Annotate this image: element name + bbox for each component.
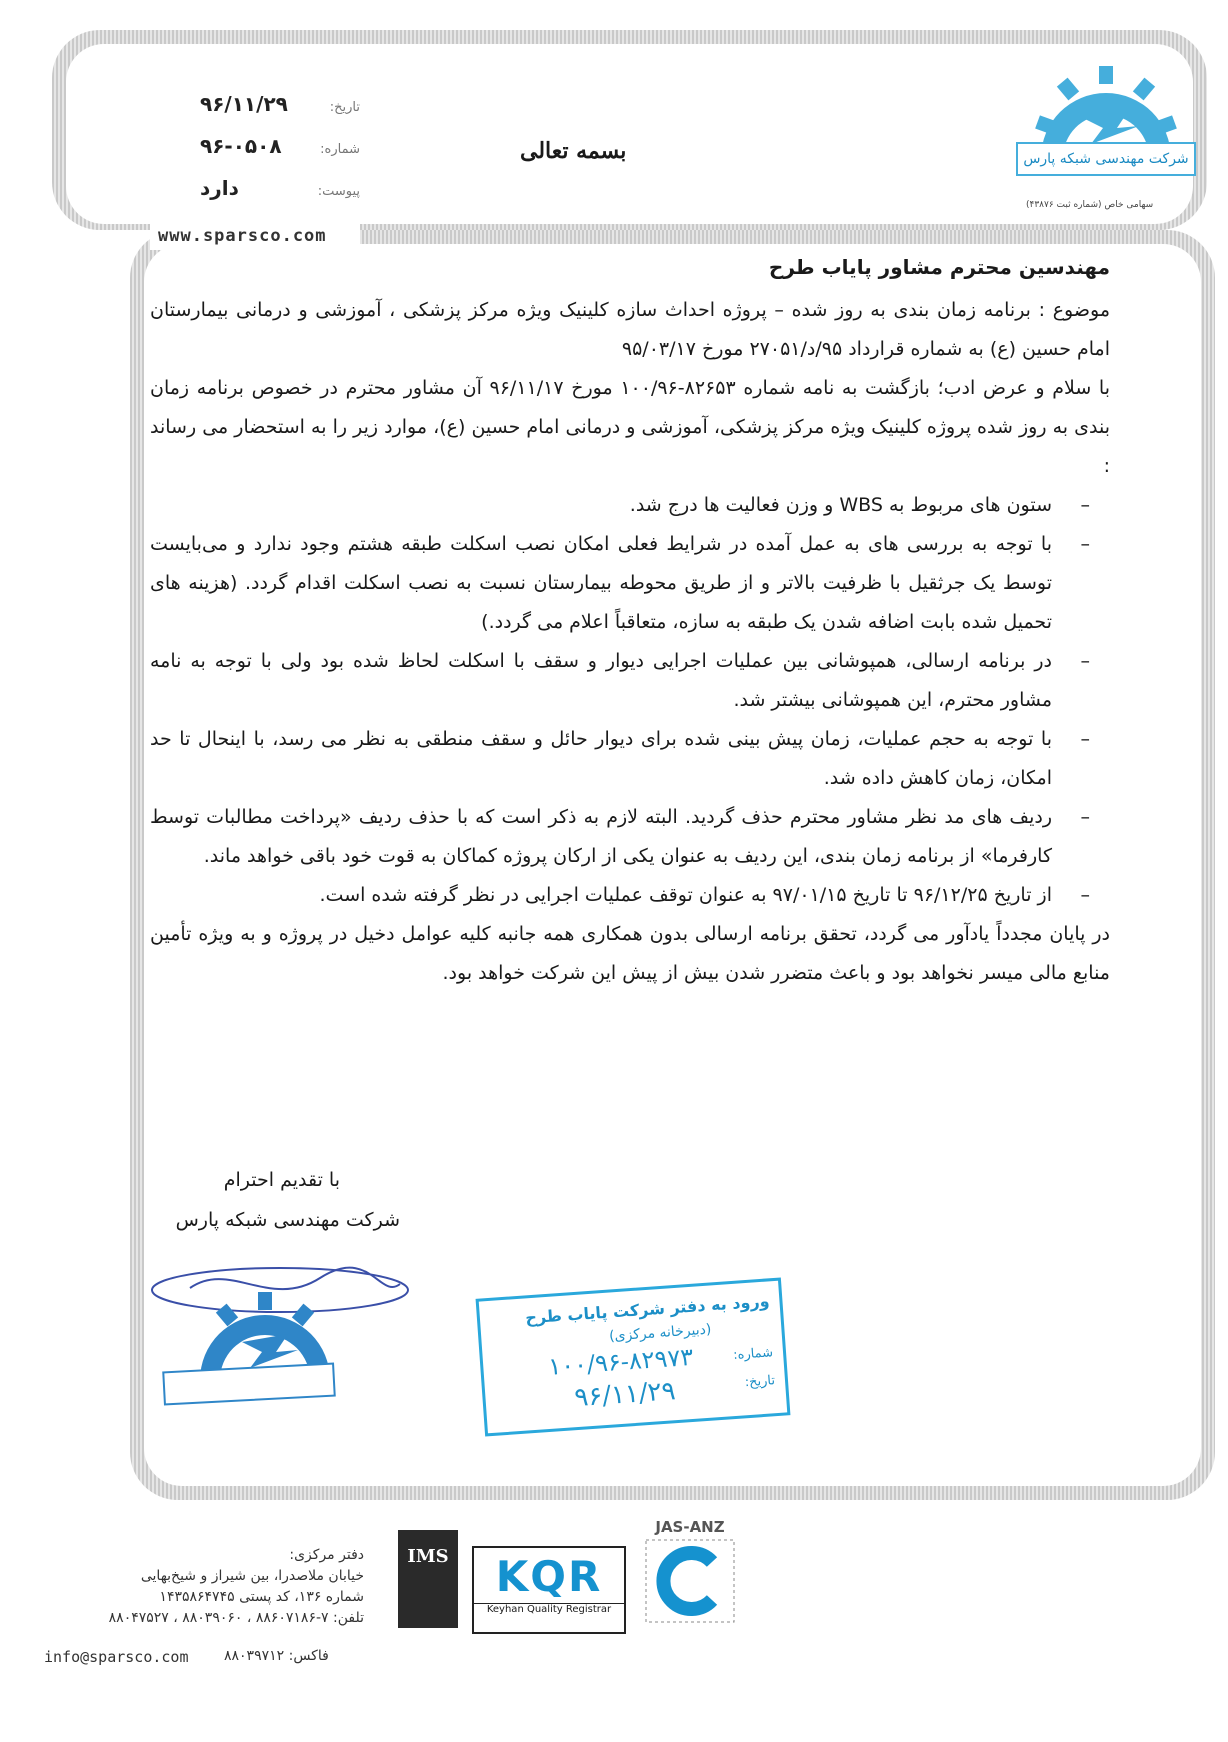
- website-url[interactable]: www.sparsco.com: [158, 226, 327, 246]
- signature-seal: [150, 1250, 420, 1410]
- kqr-caption: Keyhan Quality Registrar: [474, 1603, 624, 1615]
- fax-number: فاکس: ۸۸۰۳۹۷۱۲: [224, 1648, 329, 1664]
- subject-line: موضوع : برنامه زمان بندی به روز شده – پروژه احداث سازه کلینیک ویژه مرکز پزشکی ، آموزشی و درمانی بیمارستان امام حسین (ع) به شماره قرارداد ۹۵/د/۲۷۰۵۱ مورخ ۹۵/۰۳/۱۷: [150, 299, 1110, 360]
- jas-anz-logo: [642, 1518, 738, 1634]
- email-link[interactable]: info@sparsco.com: [44, 1648, 189, 1666]
- date-label: تاریخ:: [329, 100, 360, 115]
- attachment-label: پیوست:: [317, 184, 360, 199]
- certification-logos: [398, 1518, 738, 1638]
- received-stamp: [476, 1277, 791, 1436]
- number-label: شماره:: [320, 142, 360, 157]
- letter-body: [150, 248, 1110, 993]
- date-row: [160, 92, 360, 134]
- intro-paragraph: با سلام و عرض ادب؛ بازگشت به نامه شماره ۸۲۶۵۳-۱۰۰/۹۶ مورخ ۹۶/۱۱/۱۷ آن مشاور محترم در خصوص برنامه زمان بندی به روز شده پروژه کلینیک ویژه مرکز پزشکی، آموزشی و درمانی امام حسین (ع)، موارد زیر را به استحضار می رساند :: [150, 377, 1110, 477]
- ims-logo: [398, 1530, 458, 1628]
- number-value: ۹۶-۰۵۰۸: [200, 134, 282, 158]
- conclusion-paragraph: در پایان مجدداً یادآور می گردد، تحقق برنامه ارسالی بدون همکاری همه جانبه کلیه عوامل دخیل در پروژه و به ویژه تأمین منابع مالی میسر نخواهد بود و باعث متضرر شدن بیش از پیش این شرکت خواهد بود.: [150, 923, 1110, 984]
- closing-company: شرکت مهندسی شبکه پارس: [175, 1209, 400, 1231]
- stamp-number-label: شماره:: [732, 1345, 774, 1363]
- bismillah-heading: بسمه تعالی: [520, 138, 627, 164]
- office-label: دفتر مرکزی:: [289, 1547, 364, 1563]
- stamp-date-label: تاریخ:: [744, 1373, 776, 1391]
- date-value: ۹۶/۱۱/۲۹: [200, 92, 288, 116]
- ims-text: IMS: [407, 1546, 449, 1567]
- points-list: [150, 486, 1110, 915]
- number-row: [160, 134, 360, 176]
- letter-meta: [160, 92, 360, 218]
- closing-block: [140, 1160, 400, 1240]
- list-item: – در برنامه ارسالی، همپوشانی بین عملیات اجرایی دیوار و سقف با اسکلت لحاظ شده بود ولی با توجه به نامه مشاور محترم، این همپوشانی بیشتر شد.: [150, 642, 1110, 720]
- closing-regards: با تقدیم احترام: [223, 1169, 340, 1191]
- list-item: – با توجه به بررسی های به عمل آمده در شرایط فعلی امکان نصب اسکلت طبقه هشتم وجود ندارد و می‌بایست توسط یک جرثقیل با ظرفیت بالاتر و از طریق محوطه بیمارستان نسبت به نصب اسکلت اقدام گردد. (هزینه های تحمیل شده بابت اضافه شدن یک طبقه به سازه، متعاقباً اعلام می گردد.): [150, 525, 1110, 642]
- logo-registration: سهامی خاص (شماره ثبت ۴۳۸۷۶): [1026, 200, 1154, 210]
- stamp-number-value: ۱۰۰/۹۶-۸۲۹۷۳: [547, 1342, 695, 1381]
- attachment-value: دارد: [200, 176, 239, 200]
- kqr-text: KQR: [495, 1552, 603, 1601]
- stamp-title: ورود به دفتر شرکت پایاب طرح: [524, 1291, 771, 1328]
- jas-anz-c-icon: [642, 1536, 738, 1626]
- kqr-logo: [472, 1546, 626, 1634]
- salutation: مهندسین محترم مشاور پایاب طرح: [768, 255, 1110, 279]
- address-line-2: شماره ۱۳۶، کد پستی ۱۴۳۵۸۶۴۷۴۵: [159, 1589, 364, 1605]
- footer-address: [44, 1545, 364, 1629]
- list-item: – ردیف های مد نظر مشاور محترم حذف گردید. البته لازم به ذکر است که با حذف ردیف «پرداخت مطالبات توسط کارفرما» از برنامه زمان بندی، این ردیف به عنوان یکی از ارکان پروژه کماکان به قوت خود باقی خواهد ماند.: [150, 798, 1110, 876]
- jas-anz-text: JAS-ANZ: [655, 1518, 725, 1536]
- list-item: – با توجه به حجم عملیات، زمان پیش بینی شده برای دیوار حائل و سقف منطقی به نظر می رسد، با اینحال تا حد امکان، زمان کاهش داده شد.: [150, 720, 1110, 798]
- stamp-date-value: ۹۶/۱۱/۲۹: [573, 1376, 677, 1414]
- stamp-subtitle: (دبیرخانه مرکزی): [608, 1321, 712, 1345]
- list-item: – از تاریخ ۹۶/۱۲/۲۵ تا تاریخ ۹۷/۰۱/۱۵ به عنوان توقف عملیات اجرایی در نظر گرفته شده است.: [150, 876, 1110, 915]
- company-logo: [1006, 58, 1206, 228]
- logo-company-name: شرکت مهندسی شبکه پارس: [1016, 142, 1196, 176]
- attachment-row: [160, 176, 360, 218]
- phone-numbers: تلفن: ۷-۸۸۶۰۷۱۸۶ ، ۸۸۰۳۹۰۶۰ ، ۸۸۰۴۷۵۲۷: [108, 1610, 364, 1626]
- list-item: – ستون های مربوط به WBS و وزن فعالیت ها درج شد.: [150, 486, 1110, 525]
- address-line-1: خیابان ملاصدرا، بین شیراز و شیخ‌بهایی: [140, 1568, 364, 1584]
- signature-icon: [150, 1250, 420, 1410]
